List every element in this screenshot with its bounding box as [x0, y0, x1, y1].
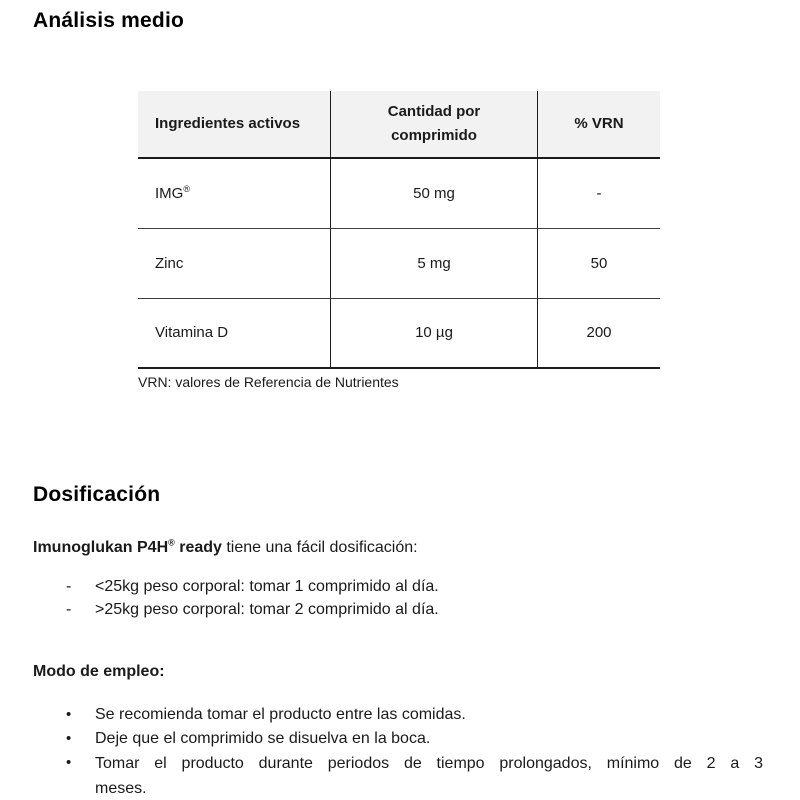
column-header-label: % VRN: [574, 115, 624, 132]
cell-ingredient: [138, 229, 330, 298]
usage-item-duration: [33, 751, 767, 800]
dosing-item-text: <25kg peso corporal: tomar 1 comprimido al día.: [95, 578, 439, 595]
analysis-table: [138, 91, 660, 369]
usage-item-dissolve: [33, 727, 767, 751]
dash-marker: -: [66, 601, 72, 618]
dosing-list: [33, 575, 767, 621]
cell-ingredient: [138, 159, 330, 228]
vrn-value: -: [596, 184, 602, 202]
cell-ingredient: [138, 299, 330, 367]
column-header-label: Cantidad por comprimido: [387, 103, 481, 144]
dosing-item-under25: [33, 575, 767, 598]
amount-value: 5 mg: [417, 254, 451, 272]
table-footnote: VRN: valores de Referencia de Nutrientes: [138, 374, 399, 390]
dash-marker: -: [66, 578, 72, 595]
dosing-section-title: Dosificación: [33, 483, 161, 506]
dosing-intro-text: tiene una fácil dosificación:: [221, 539, 418, 556]
product-name: Imunoglukan P4H: [33, 539, 169, 556]
registered-mark: ®: [168, 537, 175, 548]
ingredient-name: IMG®: [155, 183, 190, 202]
amount-value: 10 µg: [415, 324, 453, 341]
usage-item-between-meals: [33, 703, 767, 727]
cell-vrn: [537, 159, 660, 228]
cell-amount: [330, 299, 537, 367]
usage-item-text: Deje que el comprimido se disuelva en la boca.: [95, 730, 431, 747]
cell-amount: [330, 229, 537, 298]
usage-heading: Modo de empleo:: [33, 663, 165, 680]
cell-vrn: [537, 299, 660, 367]
usage-item-text: Se recomienda tomar el producto entre las comidas.: [95, 706, 466, 723]
amount-value: 50 mg: [413, 184, 455, 202]
ingredient-name: Vitamina D: [155, 324, 229, 341]
vrn-value: 200: [586, 324, 612, 341]
column-header-label: Ingredientes activos: [155, 115, 301, 132]
dosing-item-text: >25kg peso corporal: tomar 2 comprimido al día.: [95, 601, 439, 618]
usage-list: [33, 703, 767, 800]
product-name-suffix: ready: [174, 539, 222, 556]
usage-item-text: Tomar el producto durante periodos de tiempo prolongados, mínimo de 2 a 3 meses.: [95, 755, 763, 797]
cell-vrn: [537, 229, 660, 298]
table-row-zinc: [138, 229, 660, 299]
column-header-vrn: [537, 91, 660, 157]
bullet-marker: •: [66, 754, 72, 771]
table-header-row: [138, 91, 660, 159]
column-header-cantidad: [330, 91, 537, 157]
bullet-marker: •: [66, 706, 72, 723]
ingredient-name: Zinc: [155, 254, 184, 272]
table-row-img: [138, 159, 660, 229]
bullet-marker: •: [66, 730, 72, 747]
dosing-item-over25: [33, 598, 767, 621]
table-row-vitamina-d: [138, 299, 660, 369]
dosing-intro: [33, 538, 767, 558]
column-header-ingredientes: [138, 91, 330, 157]
cell-amount: [330, 159, 537, 228]
analysis-section-title: Análisis medio: [33, 9, 185, 32]
registered-mark: ®: [183, 183, 190, 194]
vrn-value: 50: [590, 254, 608, 272]
